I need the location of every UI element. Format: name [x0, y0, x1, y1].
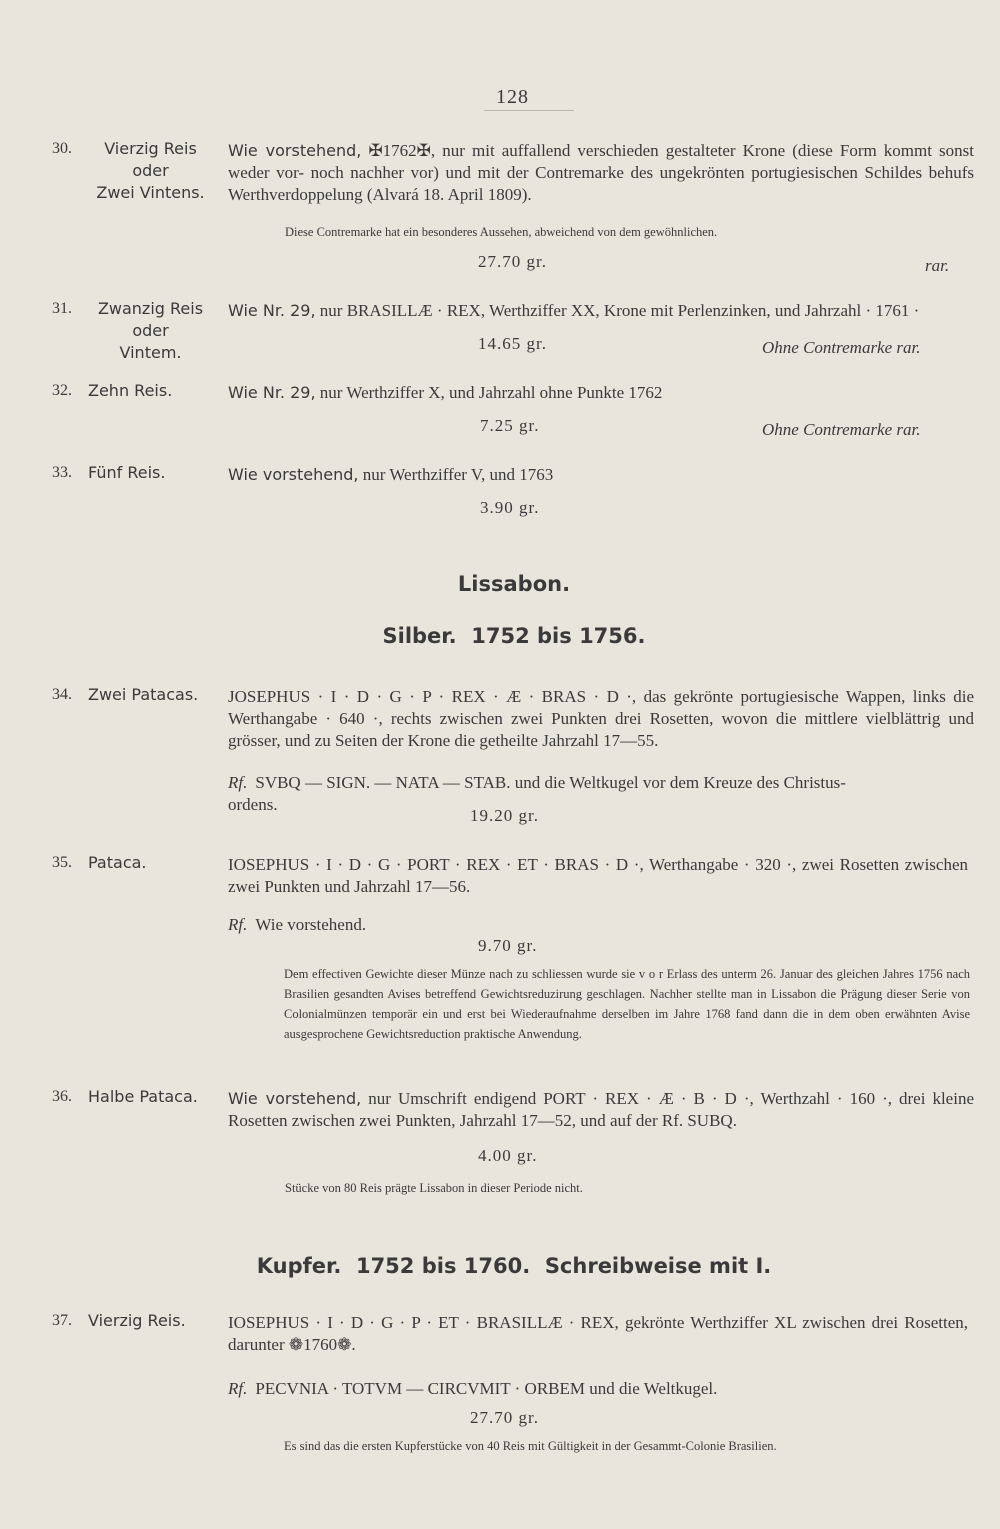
header-rule — [484, 110, 574, 111]
title-line: oder — [132, 321, 169, 340]
reverse-label: Rf. — [228, 1379, 248, 1398]
entry-number: 31. — [52, 300, 72, 317]
entry-reverse — [228, 772, 974, 794]
entry-weight: 9.70 gr. — [478, 936, 538, 955]
entry-weight: 4.00 gr. — [478, 1146, 538, 1165]
entry-reverse — [228, 1378, 717, 1400]
entry-text: JOSEPHUS · I · D · G · P · REX · Æ · BRAS · D ·, das gekrönte portugiesische Wappen, links die Werthangabe · 640 ·, rechts zwischen zwei Punkten drei Rosetten, wovon die mittlere vielblättrig und grösser, und zu Seiten der Krone die getheilte Jahrzahl 17—55. — [228, 687, 974, 750]
entry-description — [228, 1088, 974, 1132]
entry-text: nur Werthziffer V, und 1763 — [362, 465, 554, 484]
title-line: oder — [132, 161, 169, 180]
entry-rarity: Ohne Contremarke rar. — [762, 338, 921, 357]
entry-weight: 19.20 gr. — [470, 806, 539, 825]
section-range: 1752 bis 1756. — [471, 624, 646, 648]
entry-title — [88, 298, 213, 364]
entry-title — [88, 462, 213, 484]
section-heading-kupfer — [14, 1254, 1000, 1278]
title-line: Zwanzig Reis — [97, 299, 204, 318]
entry-weight: 3.90 gr. — [480, 498, 540, 517]
title-line: Vintem. — [119, 343, 182, 362]
entry-number: 37. — [52, 1312, 72, 1329]
entry-number: 34. — [52, 686, 72, 703]
entry-note: Diese Contremarke hat ein besonderes Aussehen, abweichend von dem gewöhnlichen. — [285, 225, 718, 239]
entry-title — [88, 1310, 213, 1332]
entry-note: Es sind das die ersten Kupferstücke von 40 Reis mit Gültigkeit in der Gesammt-Colonie Brasilien. — [284, 1439, 777, 1453]
entry-description — [228, 382, 974, 404]
entry-text: nur Umschrift endigend PORT · REX · Æ · B · D ·, Werthzahl · 160 ·, drei kleine Rosetten zwischen zwei Punkten, Jahrzahl 17—52, und auf der Rf. SUBQ. — [228, 1089, 974, 1130]
entry-text: nur BRASILLÆ · REX, Werthziffer XX, Krone mit Perlenzinken, und Jahrzahl · 1761 · — [319, 301, 920, 320]
title-line: Zwei Vintens. — [96, 183, 205, 202]
entry-description — [228, 140, 974, 206]
section-range: 1752 bis 1760. — [355, 1254, 531, 1278]
entry-rarity: Ohne Contremarke rar. — [762, 420, 921, 439]
entry-weight: 27.70 gr. — [470, 1408, 539, 1427]
reverse-label: Rf. — [228, 915, 248, 934]
entry-lead: Wie vorstehend, — [228, 141, 362, 160]
entry-rarity: rar. — [925, 256, 950, 275]
entry-description — [228, 1312, 968, 1356]
entry-lead: Wie vorstehend, — [228, 465, 359, 484]
entry-lead: Wie vorstehend, — [228, 1089, 362, 1108]
title-line: Zehn Reis. — [88, 381, 173, 400]
entry-text: IOSEPHUS · I · D · G · P · ET · BRASILLÆ · REX, gekrönte Werthziffer XL zwischen drei Rosetten, darunter ❁1760❁. — [228, 1313, 968, 1354]
entry-description — [228, 686, 974, 752]
entry-number: 36. — [52, 1088, 72, 1105]
title-line: Fünf Reis. — [88, 463, 166, 482]
entry-number: 35. — [52, 854, 72, 871]
entry-number: 30. — [52, 140, 72, 157]
entry-lead: Wie Nr. 29, — [228, 301, 316, 320]
reverse-label: Rf. — [228, 773, 248, 792]
entry-title — [88, 380, 213, 402]
section-metal: Kupfer. — [256, 1254, 342, 1278]
entry-description — [228, 464, 974, 486]
entry-title — [88, 138, 213, 204]
entry-text: nur Werthziffer X, und Jahrzahl ohne Punkte 1762 — [319, 383, 663, 402]
entry-description — [228, 854, 968, 898]
entry-text: ✠1762✠, nur mit auffallend verschieden gestalteter Krone (diese Form kommt sonst weder vor- noch nachher vor) und mit der Contremarke des ungekrönten portugiesischen Schildes behufs Werthverdoppelung (Alvará 18. April 1809). — [228, 141, 975, 204]
section-metal: Silber. — [382, 624, 457, 648]
title-line: Pataca. — [88, 853, 147, 872]
entry-weight: 27.70 gr. — [478, 252, 547, 271]
entry-title — [88, 684, 213, 706]
title-line: Zwei Patacas. — [88, 685, 199, 704]
entry-lead: Wie Nr. 29, — [228, 383, 316, 402]
entry-text: IOSEPHUS · I · D · G · PORT · REX · ET · BRAS · D ·, Werthangabe · 320 ·, zwei Rosetten zwischen zwei Punkten und Jahrzahl 17—56. — [228, 855, 968, 896]
entry-number: 32. — [52, 382, 72, 399]
entry-title — [88, 1086, 213, 1108]
reverse-text: Wie vorstehend. — [255, 915, 367, 934]
entry-weight: 7.25 gr. — [480, 416, 540, 435]
entry-number: 33. — [52, 464, 72, 481]
entry-title — [88, 852, 213, 874]
entry-reverse-continuation: ordens. — [228, 795, 278, 814]
section-heading-lissabon: Lissabon. — [457, 572, 571, 596]
entry-description — [228, 300, 974, 322]
title-line: Vierzig Reis — [104, 139, 197, 158]
reverse-text: PECVNIA · TOTVM — CIRCVMIT · ORBEM und die Weltkugel. — [255, 1379, 718, 1398]
reverse-text: SVBQ — SIGN. — NATA — STAB. und die Weltkugel vor dem Kreuze des Christus- — [255, 773, 846, 792]
section-subtitle: Schreibweise mit I. — [544, 1254, 772, 1278]
section-heading-silber — [14, 624, 1000, 648]
title-line: Vierzig Reis. — [88, 1311, 186, 1330]
title-line: Halbe Pataca. — [88, 1087, 198, 1106]
page-number: 128 — [496, 86, 529, 108]
entry-note: Stücke von 80 Reis prägte Lissabon in dieser Periode nicht. — [285, 1181, 583, 1195]
entry-note: Dem effectiven Gewichte dieser Münze nach zu schliessen wurde sie v o r Erlass des unterm 26. Januar des gleichen Jahres 1756 nach Brasilien gesandten Avises betreffend Gewichtsreduzirung geschlagen. Nachher stellte man in Lissabon die Prägung dieser Serie von Colonialmünzen temporär ein und erst bei Wiederaufnahme derselben im Jahre 1768 fand dann die in dem oben erwähnten Avise ausgesprochene Gewichtsreduction praktische Anwendung. — [284, 967, 970, 1041]
entry-weight: 14.65 gr. — [478, 334, 547, 353]
entry-reverse — [228, 914, 366, 936]
